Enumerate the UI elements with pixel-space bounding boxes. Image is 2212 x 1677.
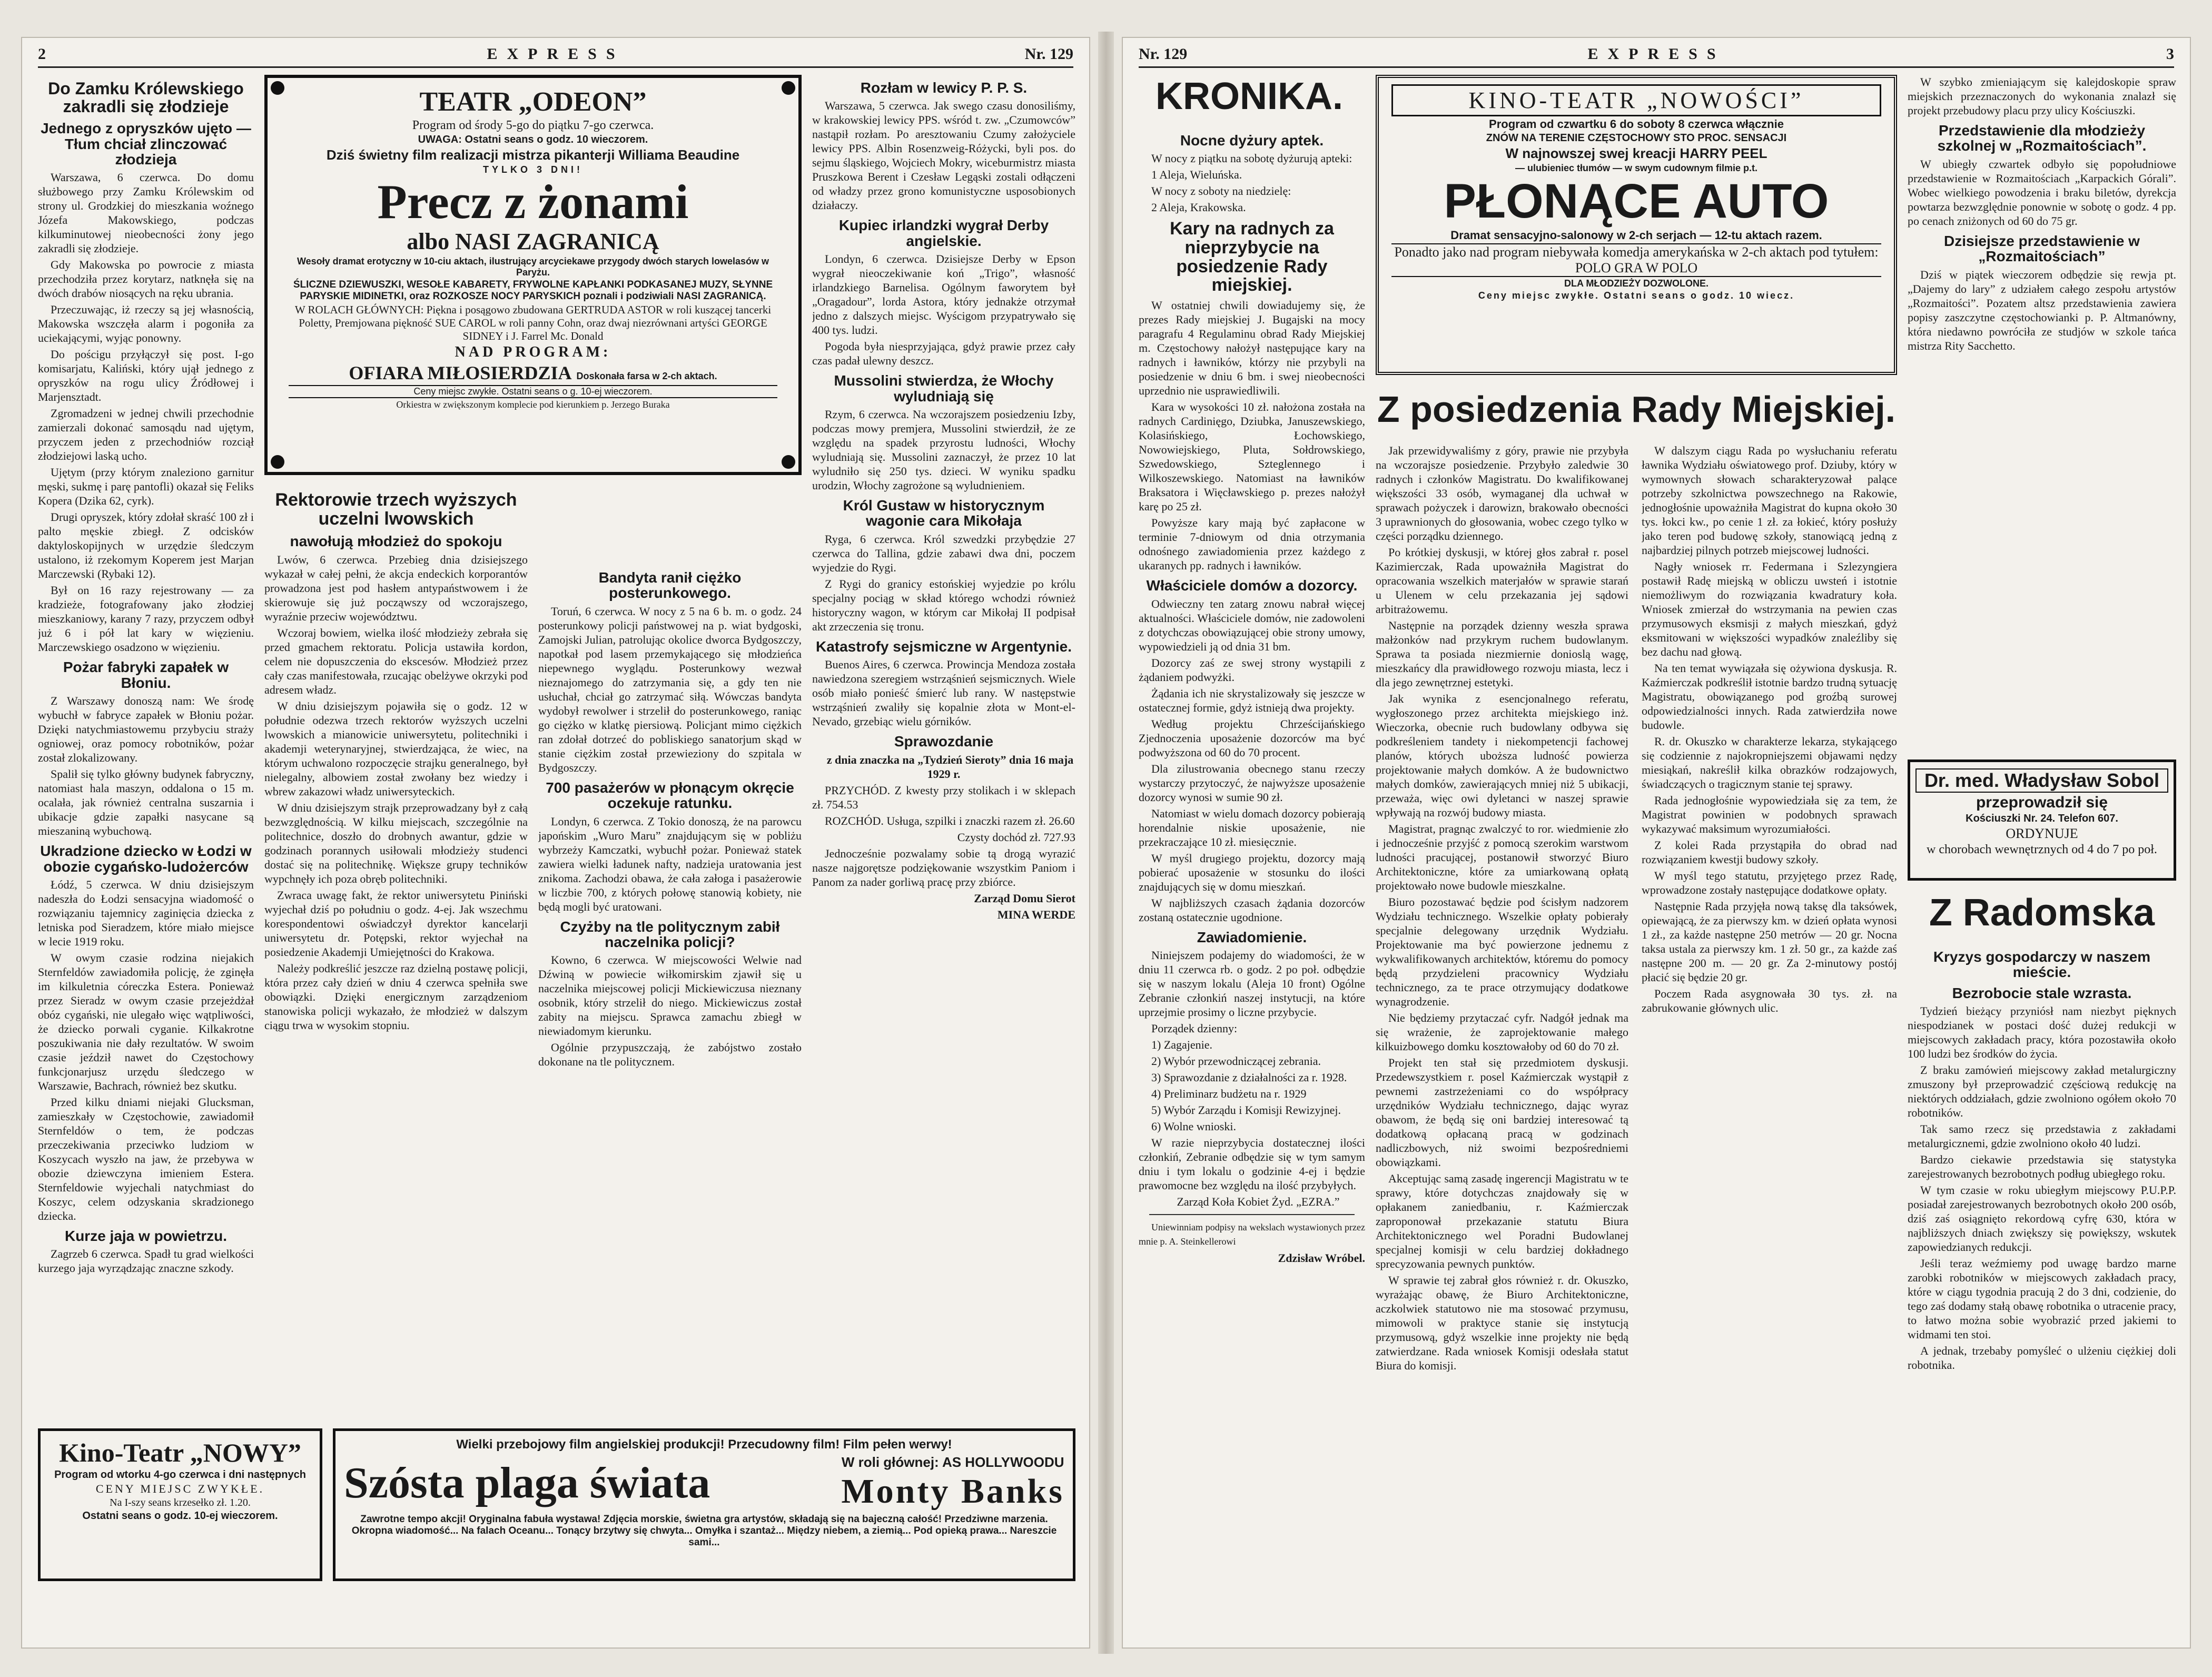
issue-number: Nr. 129: [1139, 45, 1188, 63]
page-number: 2: [38, 45, 46, 63]
paragraph: Z braku zamówień miejscowy zakład metalurgiczny zmuszony był przeprowadzić częściową redukcję na niektórych oddziałach, gdzie zwolniono ogółem około 70 robotników.: [1908, 1063, 2176, 1120]
paragraph: 6) Wolne wnioski.: [1151, 1119, 1236, 1133]
signature: Zarząd Domu Sierot: [974, 891, 1075, 905]
paragraph: z dnia znaczka na „Tydzień Sieroty” dnia 16 maja 1929 r.: [826, 753, 1074, 781]
paragraph: Warszawa, 5 czerwca. Jak swego czasu donosiliśmy, w krakowskiej lewicy PPS. wśród t. zw. „Czumowców” nastąpił rozłam. Po aresztowaniu Czumy założyciele lewicy PPS. Albin Rosenzweig-Różycki, byli pos. do sejmu śląskiego, Wojciech Mokry, wiceburmistrz miasta Pruszkowa Berent i Czesław Legąski zostali odłączeni od władzy przez grono komunistyczne usposobionych działaczy.: [812, 99, 1075, 212]
left-column-2: [264, 486, 528, 1397]
headline: Przedstawienie dla młodzieży szkolnej w „Rozmaitościach”.: [1937, 122, 2147, 154]
headline: Rektorowie trzech wyższych uczelni lwowskich: [275, 490, 517, 529]
left-running-head: [38, 45, 1073, 68]
headline: Mussolini stwierdza, że Włochy wyludniają się: [834, 372, 1054, 405]
headline: Czyżby na tle politycznym zabił naczelnika policji?: [560, 918, 780, 950]
ad-line: Program od środy 5-go do piątku 7-go czerwca.: [412, 119, 654, 132]
ad-line: Orkiestra w zwiększonym komplecie pod kierunkiem p. Jerzego Buraka: [396, 399, 670, 410]
signature: MINA WERDE: [997, 907, 1075, 921]
notice: Uniewinniam podpisy na wekslach wystawionych przez mnie p. A. Steinkellerowi: [1139, 1221, 1365, 1247]
odeon-advertisement: [264, 75, 802, 475]
ornament-corner: [782, 455, 795, 469]
ad-line: Wielki przebojowy film angielskiej produkcji! Przecudowny film! Film pełen werwy!: [456, 1437, 952, 1452]
paragraph: Porządek dzienny:: [1151, 1021, 1238, 1035]
ad-line: w chorobach wewnętrznych od 4 do 7 po poł.: [1927, 843, 2157, 856]
headline: Ukradzione dziecko w Łodzi w obozie cygańsko-ludożerców: [40, 843, 252, 875]
ad-line: przeprowadził się: [1976, 794, 2108, 811]
ad-line: Program od czwartku 6 do soboty 8 czerwca włącznie: [1489, 117, 1784, 131]
paragraph: Ujętym (przy którym znaleziono garnitur męski, sukmę i parę pantofli) okazał się Feliks Kopera (Dzika 62, cyrk).: [38, 466, 254, 508]
paragraph: 1 Aleja, Wieluńska.: [1151, 168, 1242, 182]
ad-line: Wesoły dramat erotyczny w 10-ciu aktach, ilustrujący arcyciekawe przygody dwóch starych lowelasów w Paryżu.: [297, 256, 769, 278]
paragraph: R. dr. Okuszko w charakterze lekarza, stykającego się codziennie z najokropniejszemi objawami nędzy miesiąkań, nakreślił kilka obrazków rodzajowych, świadczących o tragicznym stanie tej sprawy.: [1642, 735, 1897, 791]
ad-line: Ostatni seans o godz. 10-ej wieczorem.: [82, 1510, 278, 1522]
paragraph: Kara w wysokości 10 zł. nałożona została na radnych Cardinięgo, Dziubka, Januszewskiego, Kolasińskiego, Łochowskiego, Nowowiejskiego, Pluta, Sołdrowskiego, Szwedowskiego, Szteglennego i Wilkoszewskiego. Natomiast na ławników Braksatora i Więcławskiego p. prezes nałożył karę po 25 zł.: [1139, 400, 1365, 514]
paragraph: Akceptując samą zasadę ingerencji Magistratu w te sprawy, które dotychczas znajdowały się w opłakanem zaniedbaniu, r. Kaźmierczak zaproponował przekazanie statutu Biura Architektonicznego wel Poradni Budowlanej specjalnej komisji w celu bardziej dokładnego sprecyzowania pewnych punktów.: [1376, 1172, 1628, 1270]
page-number: 3: [2166, 45, 2174, 63]
paragraph: Projekt ten stał się przedmiotem dyskusji. Przedewszystkiem r. posel Kaźmierczak wystąpił z pewnemi zastrzeżeniami co do współpracy urzędników Wydziału technicznego, dając wyraz obawom, że będą się oni bardziej interesować tą dodatkową opłacaną pracą w godzinach nadliczbowych, niż swoimi bezpośredniemi obowiązkami.: [1376, 1056, 1628, 1169]
ad-line: UWAGA: Ostatni seans o godz. 10 wieczorem.: [418, 134, 648, 145]
headline: Nocne dyżury aptek.: [1180, 132, 1324, 149]
ad-line: Na I-szy seans krzesełko zł. 1.20.: [110, 1497, 251, 1508]
right-column-3: [1642, 443, 1897, 1613]
subheadline: Jednego z opryszków ujęto — Tłum chciał zlinczować złodzieja: [41, 120, 251, 167]
paragraph: Biuro pozostawać będzie pod ścisłym nadzorem Wydziału technicznego. Wszelkie opłaty pobierały specjalnie delegowany urzędnik Wydziału. Projektowanie ma być powierzone jednemu z wykwalifikowanych architektów, któremu do pomocy będą przydzieleni pracownicy Wydziału technicznego, za te prace otrzymujący dodatkowe wynagrodzenie.: [1376, 895, 1628, 1008]
right-page: [1122, 37, 2191, 1649]
headline: Kary na radnych za nieprzybycie na posiedzenie Rady miejskiej.: [1170, 219, 1334, 295]
right-column-2: [1376, 443, 1628, 1613]
headline: Pożar fabryki zapałek w Błoniu.: [63, 659, 229, 691]
paragraph: Należy podkreślić jeszcze raz dzielną postawę policji, która przez cały dzień w dniu 4 czerwca spełniła swe obowiązki. Dzięki energicznym zarządzeniom stanowiska policji wykazało, że młodzież w dalszym ciągu trwa w wysokim stopniu.: [264, 961, 528, 1032]
signature: Zarząd Koła Kobiet Żyd. „EZRA.”: [1177, 1195, 1340, 1208]
paragraph: Zwraca uwagę fakt, że rektor uniwersytetu Piniński wyjechał dziś po południu o godz. 4-ej. Jak wszechmu korespondentowi oświadczył dyrektor kancelarji uniwersytetu dr. Potępski, rektor wyjechał na posiedzenie Akademji Umiejętności do Krakowa.: [264, 888, 528, 959]
doctor-name: Dr. med. Władysław Sobol: [1915, 768, 2168, 793]
paragraph: Zagrzeb 6 czerwca. Spadł tu grad wielkości kurzego jaja wyrządzając znaczne szkody.: [38, 1247, 254, 1275]
right-column-5: [1908, 944, 2176, 1613]
paragraph: W dniu dzisiejszym strajk przeprowadzany był z całą bezwzględnością. W kilku miejscach, szczególnie na politechnice, doszło do drobnych awantur, gdzie w godzinach porannych usiłowali młodzieży studenci dostać się na politechnikę. Większe grupy techników wypchnęły ich poza obręb politechniki.: [264, 801, 528, 885]
paragraph: W tym czasie w roku ubiegłym miejscowy P.U.P.P. posiadał zarejestrowanych bezrobotnych około 200 osób, dziś zaś osiągnięto rekordową cyfrę 630, która w najbliższych dniach zwiększy się powiększy, wskutek zapowiedzianych redukcji.: [1908, 1183, 2176, 1254]
paragraph: Gdy Makowska po powrocie z miasta przechodziła przez korytarz, natknęła się na dwóch drabów niosących na ręku ubrania.: [38, 258, 254, 300]
paragraph: Następnie Rada przyjęła nową taksę dla taksówek, opiewającą, że za pierwszy km. w dzień opłata wynosi 1 zł., za każde następne 250 metrów — 20 gr. Nocna taksa ustala za pierwszy km. 1 zł. 50 gr., za każde zaś następne 200 m. — 20 gr. Za 2-minutowy postój płacić się będzie 20 gr.: [1642, 900, 1897, 984]
paragraph: Jak przewidywaliśmy z góry, prawie nie przybyła na wczorajsze posiedzenie. Przybyło zaledwie 30 radnych i członków Magistratu. Do kwalifikowanej większości 33 osób, wymaganej dla uchwał w sprawach pożyczek i darowizn, brakowało obecności 3 uprawnionych do głosowania, wobec czego tylko w części porządku dziennego.: [1376, 444, 1628, 542]
paragraph: 5) Wybór Zarządu i Komisji Rewizyjnej.: [1151, 1103, 1341, 1117]
paragraph: Lwów, 6 czerwca. Przebieg dnia dzisiejszego wykazał w całej pełni, że akcja endeckich korporantów prowadzona jest pod hasłem antypaństwowem i że skierowuje się już począwszy od wczorajszego, wyraźnie przeciw województwu.: [264, 553, 528, 623]
paragraph: Spalił się tylko główny budynek fabryczny, natomiast hala maszyn, oddalona o 15 m. ocalała, jak również centralna suszarnia i ubikacje gdzie zapałki nasycane są mieszaniną wybuchową.: [38, 767, 254, 838]
film-subtitle: albo NASI ZAGRANICĄ: [407, 229, 659, 254]
ad-line: Dziś świetny film realizacji mistrza pikanterji Williama Beaudine: [326, 147, 740, 163]
doctor-advertisement: [1908, 759, 2176, 881]
subheadline: Bezrobocie stale wzrasta.: [1952, 984, 2132, 1001]
paragraph: A jednak, trzebaby pomyśleć o ulżeniu ciężkiej doli robotnika.: [1908, 1344, 2176, 1372]
paragraph: Jednocześnie pozwalamy sobie tą drogą wyrazić nasze najgorętsze podziękowanie wszystkim Paniom i Panom za nader gorliwą pracę przy zbiórce.: [812, 846, 1075, 889]
paragraph: Odwieczny ten zatarg znowu nabrał więcej aktualności. Właściciele domów, nie zadowoleni z dotychczas obowiązującej obie strony umowy, wypowiedzieli ją od dnia 31 bm.: [1139, 597, 1365, 653]
headline: 700 pasażerów w płonącym okręcie oczekuje ratunku.: [546, 779, 794, 812]
paragraph: Wczoraj bowiem, wielka ilość młodzieży zebrała się przed gmachem rektoratu. Policja ustawiła kordon, celem nie dopuszczenia do ekscesów. Młodzież przez cały czas manifestowała, rzucając obelżywe okrzyki pod adresem władz.: [264, 626, 528, 696]
paragraph: Dozorcy zaś ze swej strony wystąpili z żądaniem podwyżki.: [1139, 656, 1365, 684]
ornament-corner: [271, 455, 284, 469]
ad-line: Ceny miejsc zwykłe. Ostatni seans o godz. 10 wiecz.: [1478, 290, 1795, 301]
paragraph: 1) Zagajenie.: [1151, 1038, 1213, 1051]
headline: Rozłam w lewicy P. P. S.: [860, 80, 1028, 96]
paragraph: Warszawa, 6 czerwca. Do domu służbowego przy Zamku Królewskim od strony ul. Grodzkiej do mieszkania woźnego Józefa Makowskiego, podczas kilkuminutowej nieobecności żony jego zakradli się złodzieje.: [38, 171, 254, 255]
ad-line: CENY MIEJSC ZWYKŁE.: [95, 1482, 265, 1495]
subheadline: nawołują młodzież do spokoju: [290, 533, 502, 550]
ad-line: Kościuszki Nr. 24. Telefon 607.: [1966, 813, 2118, 824]
paragraph: Na ten temat wywiązała się ożywiona dyskusja. R. Kaźmierczak podkreślił istotnie bardzo trudną sytuację Magistratu, obowiązanego pod groźbą surowej odpowiedzialności innych. Rada zatwierdziła nowe budowle.: [1642, 662, 1897, 732]
paragraph: Do pościgu przyłączył się post. I-go komisarjatu, Kaliński, który ujął jednego z opryszków na rogu ulicy Źródłowej i Marjensztadt.: [38, 348, 254, 404]
paragraph: Żądania ich nie skrystalizowały się jeszcze w ostatecznej formie, gdyż istnieją dwa projekty.: [1139, 686, 1365, 714]
paragraph: W nocy z piątku na sobotę dyżurują apteki:: [1151, 152, 1352, 165]
szosta-plaga-advertisement: [333, 1428, 1075, 1581]
paragraph: Rzym, 6 czerwca. Na wczorajszem posiedzeniu Izby, podczas mowy premjera, Mussolini stwierdził, że ze względu na spadek przyrostu ludności, Włochy wyludniają się. Mussolini zaznaczył, że przez 10 lat wyludniło się 250 tys. dzieci. W wyniku spadku urodzin, Włochy zagrożone są wyludnieniem.: [812, 407, 1075, 492]
paragraph: Toruń, 6 czerwca. W nocy z 5 na 6 b. m. o godz. 24 posterunkowy policji państwowej na p. wiat bydgoski, Zamojski Julian, patrolując okolice dworca Bydgoszczy, napotkał pod lasem przemykającego się młodzieńca niepewnego wyglądu. Posterunkowy wezwał nieznajomego do zatrzymania się, a gdy ten nie usłuchał, chciał go zatrzymać siłą. Wówczas bandyta wydobył rewolwer i strzelił do posterunkowego, raniąc go ciężko w klatkę piersiową. Policjant mimo ciężkich ran zdołał dotrzeć do pobliskiego sanatorjum skąd w stanie ciężkim został przewieziony do szpitala w Bydgoszczy.: [538, 604, 802, 774]
signature: Zdzisław Wróbel.: [1278, 1251, 1365, 1265]
paragraph: W najbliższych czasach żądania dozorców zostaną ostatecznie ugodnione.: [1139, 896, 1365, 924]
nowy-advertisement: [38, 1428, 322, 1581]
section-title: KRONIKA.: [1156, 75, 1343, 117]
paragraph: W nocy z soboty na niedzielę:: [1151, 184, 1291, 198]
paragraph: Buenos Aires, 6 czerwca. Prowincja Mendoza została nawiedzona szeregiem wstrząśnień sejsmicznych. Wiele osób miało ponieść śmierć lub rany. W następstwie wstrząśnień zwaliły się kopalnie złota w Mont-el-Nevado, grzebiąc wielu górników.: [812, 658, 1075, 728]
ad-line: Ceny miejsc zwykłe. Ostatni seans o g. 10-ej wieczorem.: [289, 385, 777, 398]
paragraph: Z kolei Rada przystąpiła do obrad nad rozwiązaniem kwestji budowy szkoły.: [1642, 838, 1897, 866]
masthead-title: EXPRESS: [487, 45, 625, 63]
paragraph: PRZYCHÓD. Z kwesty przy stolikach i w sklepach zł. 754.53: [812, 783, 1075, 811]
headline: Katastrofy sejsmiczne w Argentynie.: [815, 638, 1072, 655]
film-title: PŁONĄCE AUTO: [1444, 174, 1829, 228]
nowosci-advertisement: [1376, 75, 1897, 375]
paragraph: 4) Preliminarz budżetu na r. 1929: [1151, 1087, 1307, 1100]
paragraph: Londyn, 6 czerwca. Dzisiejsze Derby w Epson wygrał nieoczekiwanie koń „Trigo”, własność irlandzkiego Barnelisa. Ogólnym faworytem był „Oragadour”, lorda Astora, który jednakże otrzymał jedno z dalszych miejsc. Wyścigom przypatrywało się 400 tys. ludzi.: [812, 252, 1075, 337]
ad-title: TEATR „ODEON”: [419, 87, 647, 117]
ornament-corner: [782, 81, 795, 95]
paragraph: W dalszym ciągu Rada po wysłuchaniu referatu ławnika Wydziału oświatowego prof. Dziuby, który w wymownych słowach scharakteryzował palące potrzeby szkolnictwa powszechnego na Rakowie, jednogłośnie upoważniła Magistrat do kupna około 30 tys. łokci kw., po cenie 1 zł. za łokieć, który posłuży jako teren pod budowę szkoły, stanowiącą jedną z najbardziej pilnych potrzeb miejscowej ludności.: [1642, 444, 1897, 557]
paragraph: Natomiast w wielu domach dozorcy pobierają horendalnie niskie uposażenie, nie przekraczające 10 zł. miesięcznie.: [1139, 806, 1365, 849]
ad-line: Ponadto jako nad program niebywała komedja amerykańska w 2-ch aktach pod tytułem: POLO GRA W POLO: [1391, 243, 1881, 277]
star-name: Monty Banks: [841, 1472, 1064, 1511]
ad-line: W najnowszej swej kreacji HARRY PEEL: [1505, 145, 1767, 161]
paragraph: Dla zilustrowania obecnego stanu rzeczy wystarczy przytoczyć, że najwyższe uposażenie dozorcy wynosi w sumie 90 zł.: [1139, 762, 1365, 804]
headline: Kryzys gospodarczy w naszem mieście.: [1933, 949, 2151, 981]
ad-line: Zawrotne tempo akcji! Oryginalna fabuła wystawa! Zdjęcia morskie, świetna gra artystów, składają się na bajeczną całość! Przedziwne marzenia. Okropna wiadomość... Na falach Oceanu... Tonący brzytwy się chwyta... Omyłka i szantaż... Między niebem, a ziemią... Pod opieką prawa... Nareszcie sami...: [351, 1514, 1057, 1548]
right-column-1: [1139, 127, 1365, 1613]
ad-title: KINO-TEATR „NOWOŚCI”: [1391, 84, 1881, 116]
paragraph: Nie będziemy przytaczać cyfr. Nadgół jednak ma się wrażenie, że zaprojektowanie małego kilkuizbowego domku kosztowałoby od 60 do 70 zł.: [1376, 1011, 1628, 1053]
paragraph: 3) Sprawozdanie z działalności za r. 1928.: [1151, 1070, 1347, 1084]
paragraph: Z Warszawy donoszą nam: We środę wybuchł w fabryce zapałek w Błoniu pożar. Dzięki natychmiastowemu przybyciu straży ogniowej, oraz pomocy robotników, pożar został zlokalizowany.: [38, 694, 254, 765]
ad-line: ŚLICZNE DZIEWUSZKI, WESOŁE KABARETY, FRYWOLNE KAPŁANKI PODKASANEJ MUZY, SŁYNNE PARYSKIE MIDINETKI, oraz ROZKOSZE NOCY PARYSKICH poznali i podziwiali NASI ZAGRANICĄ.: [293, 279, 773, 302]
ad-line: Program od wtorku 4-go czerwca i dni następnych: [54, 1469, 306, 1481]
paragraph: Tak samo rzecz się przedstawia z zakładami metalurgicznemi, gdzie zwolniono około 40 ludzi.: [1908, 1122, 2176, 1150]
headline: Dzisiejsze przedstawienie w „Rozmaitościach”: [1944, 232, 2140, 265]
paragraph: Był on 16 razy rejestrowany — za kradzieże, fotografowany jako złodziej mieszkaniowy, karany 7 razy, przyczem odbył już 6 i pół lat kary w więzieniu. Marczewskiego osadzono w więzieniu.: [38, 584, 254, 654]
film-title: Szósta plaga świata: [344, 1458, 710, 1507]
paragraph: Z Rygi do granicy estońskiej wyjedzie po królu specjalny pociąg w skład którego wchodzi również historyczny wagon, w którym car Mikołaj II podpisał akt zrzeczenia się tronu.: [812, 577, 1075, 633]
headline: Król Gustaw w historycznym wagonie cara Mikołaja: [843, 497, 1045, 529]
paragraph: Po krótkiej dyskusji, w której głos zabrał r. posel Kazimierczak, Rada upoważniła Magistrat do opracowania wszelkich materjałów w sprawie starań u Ulenem w celu przekazania jej sądowi arbitrażowemu.: [1376, 546, 1628, 616]
paragraph: Ryga, 6 czerwca. Król szwedzki przybędzie 27 czerwca do Tallina, gdzie zabawi dwa dni, poczem wyjedzie do Rygi.: [812, 532, 1075, 574]
headline: Kupiec irlandzki wygrał Derby angielskie.: [838, 217, 1049, 249]
headline: Do Zamku Królewskiego zakradli się złodzieje: [48, 79, 244, 116]
paragraph: W myśl tego statutu, przyjętego przez Radę, wprowadzone zostały następujące dodatkowe opłaty.: [1642, 869, 1897, 896]
film-title: Precz z żonami: [377, 175, 689, 229]
paragraph: W ostatniej chwili dowiadujemy się, że prezes Rady miejskiej J. Bugajski na mocy paragrafu 4 Regulaminu obrad Rady Miejskiej m. Częstochowy nałożył następujące kary na radnych i ławników, którzy nie przybyli na posiedzenie w dniu 6 bm. i swej nieobecności uprzednio nie usprawiedliwili.: [1139, 299, 1365, 398]
left-page: [21, 37, 1090, 1649]
paragraph: Jeśli teraz weźmiemy pod uwagę bardzo marne zarobki robotników w miejscowych zakładach pracy, które w ciągu tygodnia pracują 2 do 3 dni, codzienie, do tego zaś dodamy stałą obawę robotnika o utracenie pracy, to łatwo można sobie wyobrazić przed jakiemi to widmami ten stoi.: [1908, 1257, 2176, 1341]
ad-line: ZNÓW NA TERENIE CZĘSTOCHOWY STO PROC. SENSACJI: [1486, 132, 1787, 144]
masthead-title: EXPRESS: [1587, 45, 1725, 63]
paragraph: Poczem Rada asygnowała 30 tys. zł. na zabrukowanie głównych ulic.: [1642, 987, 1897, 1014]
ad-line: NAD PROGRAM:: [455, 344, 611, 360]
headline: Kurze jaja w powietrzu.: [64, 1227, 228, 1244]
left-column-4: [812, 75, 1075, 1397]
ad-line: W roli głównej: AS HOLLYWOODU: [841, 1454, 1064, 1470]
ad-line: Doskonała farsa w 2-ch aktach.: [576, 371, 717, 381]
paragraph: Ogólnie przypuszczają, że zabójstwo zostało dokonane na tle politycznem.: [538, 1041, 802, 1069]
paragraph: Rada jednogłośnie wypowiedziała się za tem, że Magistrat powinien w podobnych sprawach wykazywać maksimum wyrozumiałości.: [1642, 794, 1897, 835]
right-running-head: [1139, 45, 2174, 68]
section-title: Z posiedzenia Rady Miejskiej.: [1377, 389, 1896, 430]
paragraph: W sprawie tej zabrał głos również r. dr. Okuszko, wyrażając obawę, że Biuro Architektoniczne, aczkolwiek statutowo nie ma stosować przymusu, mimowoli w praktyce stanie się instytucją przymusową, gdyż wszelkie inne projekty nie będą zatwierdzane. Rada wniosek Komisji odesłała statut Biura do komisji.: [1376, 1274, 1628, 1372]
paragraph: Kowno, 6 czerwca. W miejscowości Welwie nad Dźwiną w powiecie wiłkomirskim zjawił się u naczelnika miejscowej policji Mickiewiczusa nieznany osobnik, który strzelił do niego. Mickiewiczus został zabity na miejscu. Sprawca zamachu zbiegł w niewiadomym kierunku.: [538, 953, 802, 1038]
paragraph: W ubiegły czwartek odbyło się popołudniowe przedstawienie w Rozmaitościach „Karpackich Górali”. Wobec wielkiego powodzenia i braku biletów, dyrekcja powtarza bezwzględnie ponownie w sobotę o godz. 4 pp. po cenach zniżonych od 60 do 75 gr.: [1908, 157, 2176, 228]
ad-line: W ROLACH GŁÓWNYCH: Piękna i posągowo zbudowana GERTRUDA ASTOR w roli kuszącej tancerki Poletty, Premjowana piękność SUE CAROL w roli panny Cohn, oraz dwaj niezrównani artyści GEORGE SIDNEY i J. Farrel Mc. Donald: [294, 303, 772, 342]
paragraph: Pogoda była niesprzyjająca, gdyż prawie przez cały czas padał ulewny deszcz.: [812, 340, 1075, 368]
ad-line: TYLKO 3 DNI!: [482, 164, 583, 175]
paragraph: 2 Aleja, Krakowska.: [1151, 201, 1246, 214]
paragraph: Niniejszem podajemy do wiadomości, że w dniu 11 czerwca rb. o godz. 2 po poł. odbędzie się w naszym lokalu (Aleja 10 front) Ogólne Zebranie członkiń naszej instytucji, na które uprzejmie prosimy o liczne przybycie.: [1139, 948, 1365, 1019]
right-column-4: [1908, 75, 2176, 749]
headline: Bandyta ranił ciężko posterunkowego.: [598, 569, 742, 601]
paragraph: Tydzień bieżący przyniósł nam niezbyt pięknych niespodzianek w postaci dość dużej redukcji w miejscowych zakładach pracy, która pozostawiła około 100 ludzi bez środków do życia.: [1908, 1004, 2176, 1061]
paragraph: Nagły wniosek rr. Federmana i Szlezyngiera postawił Radę miejską w obliczu uwsteń i istotnie niemożliwym do rozwiązania kwadratury koła. Wniosek zmierzał do wstrzymania na pewien czas przymusowych eksmisji z małych mieszkań, gdyż eksmitowani w większości wypadków znaleźliby się bez dachu nad głową.: [1642, 560, 1897, 658]
paragraph: Następnie na porządek dzienny weszła sprawa małżonków nad przykrym ruchem budowlanym. Sprawa ta posiada niezmiernie donioslą wagę, mieszkańcy dla prawidłowego rozwoju miasta, lecz i dla jego zewnętrznej estetyki.: [1376, 619, 1628, 689]
ad-line: Dramat sensacyjno-salonowy w 2-ch serjach — 12-tu aktach razem.: [1450, 229, 1822, 242]
paragraph: Dziś w piątek wieczorem odbędzie się rewja pt. „Dajemy do lary” z udziałem całego zespołu artystów „Rozmaitości”. Pozatem altsz przedstawienia zawiera popisy zaszczytne częstochowianki p. P. Altmanówny, która niedawno powróciła ze studjów w szkole tańca mistrza Rity Sacchetto.: [1908, 268, 2176, 352]
paragraph: Czysty dochód zł. 727.93: [957, 830, 1075, 844]
paragraph: 2) Wybór przewodniczącej zebrania.: [1151, 1054, 1321, 1068]
headline: Zawiadomienie.: [1197, 929, 1307, 945]
left-column-1: [38, 75, 254, 1397]
ad-title: Kino-Teatr „NOWY”: [59, 1438, 301, 1467]
paragraph: W szybko zmieniającym się kalejdoskopie spraw miejskich przeznaczonych do wykonania znalazł się projekt przebudowy placu przy ulicy Kościuszki.: [1908, 75, 2176, 117]
divider: [1149, 1214, 1355, 1215]
paragraph: ROZCHÓD. Usługa, szpilki i znaczki razem zł. 26.60: [825, 814, 1075, 827]
paragraph: Drugi opryszek, który zdołał skraść 100 zł i palto męskie zbiegł. Z odcisków daktyloskopijnych w urzędzie śledczym ustalono, iż rzekomym Koperem jest Marjan Marczewski (Rybaki 12).: [38, 510, 254, 581]
ad-line: — ulubieniec tłumów — w swym cudownym filmie p.t.: [1515, 163, 1758, 173]
ornament-corner: [271, 81, 284, 95]
paragraph: W razie nieprzybycia dostatecznej ilości członkiń, Zebranie odbędzie się w tym samym dniu i tym lokalu o godzinie 4-ej i będzie prawomocne bez względu na ilość przybyłych.: [1139, 1136, 1365, 1192]
ad-line: OFIARA MIŁOSIERDZIA: [349, 362, 572, 383]
paragraph: Bardzo ciekawie przedstawia się statystyka zarejestrowanych bezrobotnych podług ubiegłego roku.: [1908, 1153, 2176, 1181]
binding-gutter: [1098, 32, 1114, 1654]
paragraph: W owym czasie rodzina niejakich Sternfeldów zawiadomiła policję, że zginęła im kilkuletnia córeczka Estera. Ponieważ przez Sieradz w owym czasie przejeżdżał obóz cygański, nie ulegało więc wątpliwości, że dziecko porwali cyganie. Kilkakrotne poszukiwania nie dały rezultatów. W swoim czasie jeździł nawet do Częstochowy funkcjonarjusz urzędu śledczego w Warszawie, Bachrach, również bez skutku.: [38, 951, 254, 1092]
section-title: Z Radomska: [1929, 892, 2155, 934]
headline: Właściciele domów a dozorcy.: [1146, 577, 1358, 594]
issue-number: Nr. 129: [1024, 45, 1073, 63]
paragraph: Przeczuwając, iż rzeczy są jej własnością, Makowska wszczęła alarm i pogoniła za uciekającymi, wyjąc ponowny.: [38, 303, 254, 345]
paragraph: Łódź, 5 czerwca. W dniu dzisiejszym nadeszła do Łodzi sensacyjna wiadomość o rozwiązaniu tajemnicy zaginięcia dziecka z letniska pod Sieradzem, które miało miejsce w lecie 1919 roku.: [38, 877, 254, 948]
paragraph: W myśl drugiego projektu, dozorcy mają pobierać uposażenie w stosunku do ilości znajdujących się w domu mieszkań.: [1139, 851, 1365, 893]
left-column-3: [538, 565, 802, 1397]
headline: Sprawozdanie: [894, 733, 994, 750]
ad-line: ORDYNUJE: [2006, 826, 2078, 841]
paragraph: W dniu dzisiejszym pojawiła się o godz. 12 w południe odezwa trzech rektorów wyższych uczelni lwowskich a mianowicie uniwersytetu, politechniki i akademji weterynaryjnej, stwierdzająca, że wiec, na którym uchwalono rozpoczęcie strajku generalnego, był nielegalny, albowiem został zwołany bez wiedzy i wbrew zakazowi władz uniwersyteckich.: [264, 699, 528, 798]
paragraph: Zgromadzeni w jednej chwili przechodnie zamierzali dokonać samosądu nad ujętym, przyczem jeden z przechodniów rozciął złodziejowi laską ucho.: [38, 407, 254, 463]
paragraph: Powyższe kary mają być zapłacone w terminie 7-dniowym od dnia otrzymania odnośnego zawiadomienia przez każdego z ukaranych pp. radnych i ławników.: [1139, 516, 1365, 573]
paragraph: Według projektu Chrześcijańskiego Zjednoczenia uposażenie dozorców ma być podwyższona od 60 do 70 procent.: [1139, 717, 1365, 759]
paragraph: Jak wynika z esencjonalnego referatu, wygłoszonego przez architekta miejskiego inż. Wieczorka, obecnie ruch budowlany odbywa się podkreśleniem tandety i niekompetencji fachowej planów, których uboższa ludność powierza projektowanie małych domków. A że budownictwo małych domków, zawierających mniej niż 5 ubikacji, przeważa, więc owi dyletanci w naszej sprawie wpływają na rozwój budowy miasta.: [1376, 692, 1628, 819]
paragraph: Londyn, 6 czerwca. Z Tokio donoszą, że na parowcu japońskim „Wuro Maru” znajdującym się w pobliżu wybrzeży Kamczatki, wybuchł pożar. Ponieważ statek zawiera wielki ładunek nafty, nadzieja uratowania jest znikoma. Zachodzi obawa, że cała załoga i pasażerowie w liczbie 700, z których połowę stanowią kobiety, nie będą mogli być uratowani.: [538, 814, 802, 913]
paragraph: Przed kilku dniami niejaki Glucksman, zamieszkały w Częstochowie, zawiadomił Sternfeldów o tem, że podczas przeczekiwania przeciwko ludziom w Koszycach wyszło na jaw, że przebywa w obozie dziewczyna imieniem Estera. Sternfeldowie wyjechali natychmiast do Koszyc, celem odzyskania skradzionego dziecka.: [38, 1095, 254, 1222]
ad-line: DLA MŁODZIEŻY DOZWOLONE.: [1564, 278, 1709, 289]
paragraph: Magistrat, pragnąc zwalczyć to ror. wiedmienie zło i jednocześnie przyjść z pomocą szerokim warstwom ludności pracującej, postanowił stworzyć Biuro Architektoniczne, które za umiarkowaną opłatą projektowało nowe budowle mieszkalne.: [1376, 822, 1628, 892]
